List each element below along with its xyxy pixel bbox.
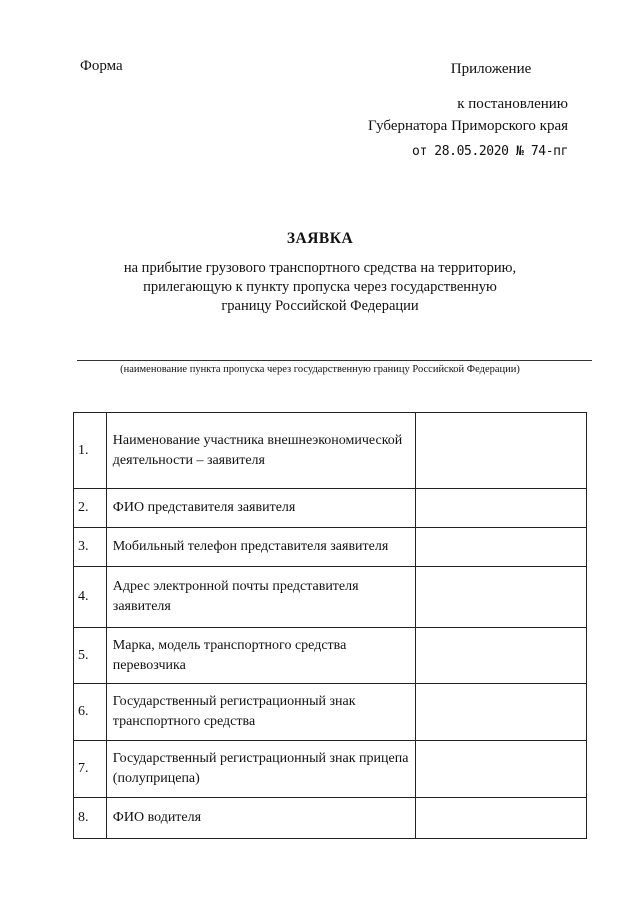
table-row xyxy=(74,489,587,528)
row-label: Государственный регистрационный знак транспортного средства xyxy=(106,684,415,741)
document-subtitle xyxy=(0,259,640,316)
row-label: Марка, модель транспортного средства перевозчика xyxy=(106,628,415,684)
table-row xyxy=(74,684,587,741)
row-number: 6. xyxy=(74,684,107,741)
row-label: ФИО водителя xyxy=(106,798,415,839)
subtitle-line: границу Российской Федерации xyxy=(221,298,419,314)
subtitle-line: на прибытие грузового транспортного средства на территорию, xyxy=(123,260,517,276)
decree-date: от 28.05.2020 № 74-пг xyxy=(412,144,568,159)
row-value-field[interactable] xyxy=(415,628,586,684)
subtitle-line: прилегающую к пункту пропуска через государственную xyxy=(143,279,497,295)
table-row xyxy=(74,528,587,567)
row-label: ФИО представителя заявителя xyxy=(106,489,415,528)
form-label: Форма xyxy=(80,58,123,74)
row-number: 2. xyxy=(74,489,107,528)
row-label: Государственный регистрационный знак прицепа (полуприцепа) xyxy=(106,741,415,798)
table-row xyxy=(74,798,587,839)
row-label: Мобильный телефон представителя заявителя xyxy=(106,528,415,567)
row-number: 8. xyxy=(74,798,107,839)
table-row xyxy=(74,567,587,628)
appendix-block xyxy=(368,58,568,163)
row-value-field[interactable] xyxy=(415,567,586,628)
application-table xyxy=(73,412,587,839)
table-row xyxy=(74,741,587,798)
table-row xyxy=(74,628,587,684)
decree-line-2: Губернатора Приморского края xyxy=(368,118,568,134)
row-value-field[interactable] xyxy=(415,489,586,528)
row-value-field[interactable] xyxy=(415,741,586,798)
decree-line-1: к постановлению xyxy=(457,96,568,112)
row-value-field[interactable] xyxy=(415,528,586,567)
row-value-field[interactable] xyxy=(415,684,586,741)
table-row xyxy=(74,413,587,489)
checkpoint-name-line[interactable] xyxy=(77,360,592,361)
row-value-field[interactable] xyxy=(415,413,586,489)
document-title: ЗАЯВКА xyxy=(286,230,354,247)
row-number: 4. xyxy=(74,567,107,628)
row-label: Наименование участника внешнеэкономической деятельности – заявителя xyxy=(106,413,415,489)
row-number: 3. xyxy=(74,528,107,567)
checkpoint-name-caption: (наименование пункта пропуска через государственную границу Российской Федерации) xyxy=(120,364,520,375)
row-number: 1. xyxy=(74,413,107,489)
row-value-field[interactable] xyxy=(415,798,586,839)
row-number: 5. xyxy=(74,628,107,684)
row-label: Адрес электронной почты представителя заявителя xyxy=(106,567,415,628)
appendix-title: Приложение xyxy=(450,61,532,77)
row-number: 7. xyxy=(74,741,107,798)
